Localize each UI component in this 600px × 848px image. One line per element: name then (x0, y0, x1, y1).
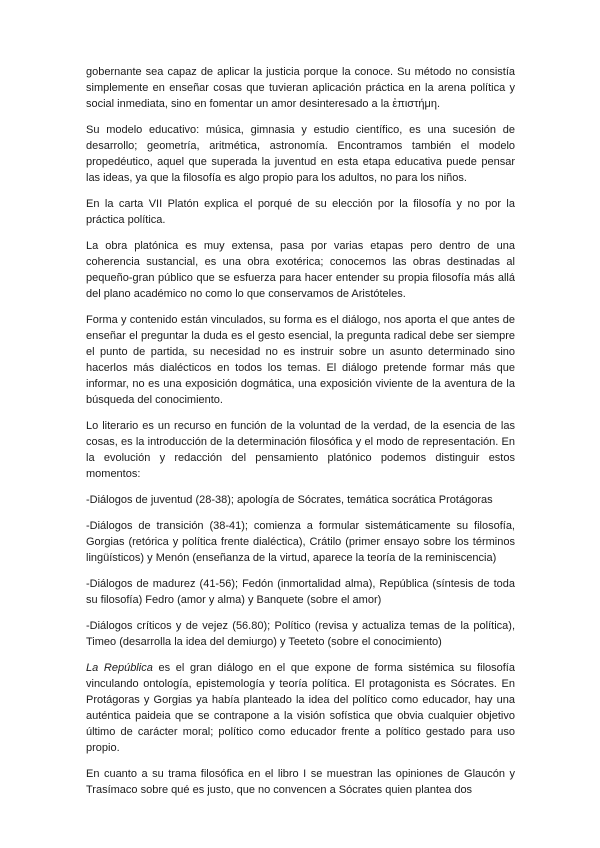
paragraph-youth-dialogues: -Diálogos de juventud (28-38); apología de Sócrates, temática socrática Protágoras (86, 494, 493, 506)
paragraph-platonic-work: La obra platónica es muy extensa, pasa por varias etapas pero dentro de una coherencia sustancial, es una obra exotérica; conocemos las obras destinadas al pequeño-gran público que se esfuerza para hacer entender su propia filosofía más allá del plano académico no como lo que conservamos de Aristóteles. (86, 240, 515, 300)
paragraph-literary-resource: Lo literario es un recurso en función de la voluntad de la verdad, de la esencia de las cosas, es la introducción de la determinación filosófica y el modo de representación. En la evolución y redacción del pensamiento platónico podemos distinguir estos momentos: (86, 420, 515, 480)
republic-description: es el gran diálogo en el que expone de forma sistémica su filosofía vinculando ontología, epistemología y teoría política. El protagonista es Sócrates. En Protágoras y Gorgias ya había planteado la idea del político como educador, hay una auténtica paideia que se contrapone a la visión sofística que obvia cualquier objetivo último de carácter moral; político como educador frente a político gestado para uso propio. (86, 662, 515, 754)
paragraph-late-dialogues: -Diálogos críticos y de vejez (56.80); Político (revisa y actualiza temas de la política), Timeo (desarrolla la idea del demiurgo) y Teeteto (sobre el conocimiento) (86, 620, 515, 648)
paragraph-book-one: En cuanto a su trama filosófica en el libro I se muestran las opiniones de Glaucón y Trasímaco sobre qué es justo, que no convencen a Sócrates quien plantea dos (86, 768, 515, 796)
paragraph-seventh-letter: En la carta VII Platón explica el porqué de su elección por la filosofía y no por la práctica política. (86, 198, 515, 226)
paragraph-form-content: Forma y contenido están vinculados, su forma es el diálogo, nos aporta el que antes de enseñar el preguntar la duda es el gesto esencial, la pregunta radical debe ser siempre el punto de partida, su necesidad no es instruir sobre un asunto determinado sino hacerlos más dialécticos en todos los temas. El diálogo pretende formar más que informar, no es una exposición dogmática, una exposición viviente de la aventura de la búsqueda del conocimiento. (86, 314, 515, 406)
paragraph-justice-method: gobernante sea capaz de aplicar la justicia porque la conoce. Su método no consistía simplemente en enseñar cosas que tuvieran aplicación práctica en la arena política y social inmediata, sino en fomentar un amor desinteresado a la ἐπιστήμη. (86, 66, 515, 110)
paragraph-maturity-dialogues: -Diálogos de madurez (41-56); Fedón (inmortalidad alma), República (síntesis de toda su filosofía) Fedro (amor y alma) y Banquete (sobre el amor) (86, 578, 515, 606)
paragraph-transition-dialogues: -Diálogos de transición (38-41); comienza a formular sistemáticamente su filosofía, Gorgias (retórica y política frente dialéctica), Crátilo (primer ensayo sobre los términos lingüísticos) y Menón (enseñanza de la virtud, aparece la teoría de la reminiscencia) (86, 520, 515, 564)
paragraph-educational-model: Su modelo educativo: música, gimnasia y estudio científico, es una sucesión de desarrollo; geometría, aritmética, astronomía. Encontramos también el modelo propedéutico, aquel que superada la juventud en esta etapa educativa puede pensar las ideas, ya que la filosofía es algo propio para los adultos, no para los niños. (86, 124, 515, 184)
paragraph-republic (86, 660, 515, 756)
document-body (86, 64, 515, 798)
republic-title: La República (86, 662, 153, 674)
